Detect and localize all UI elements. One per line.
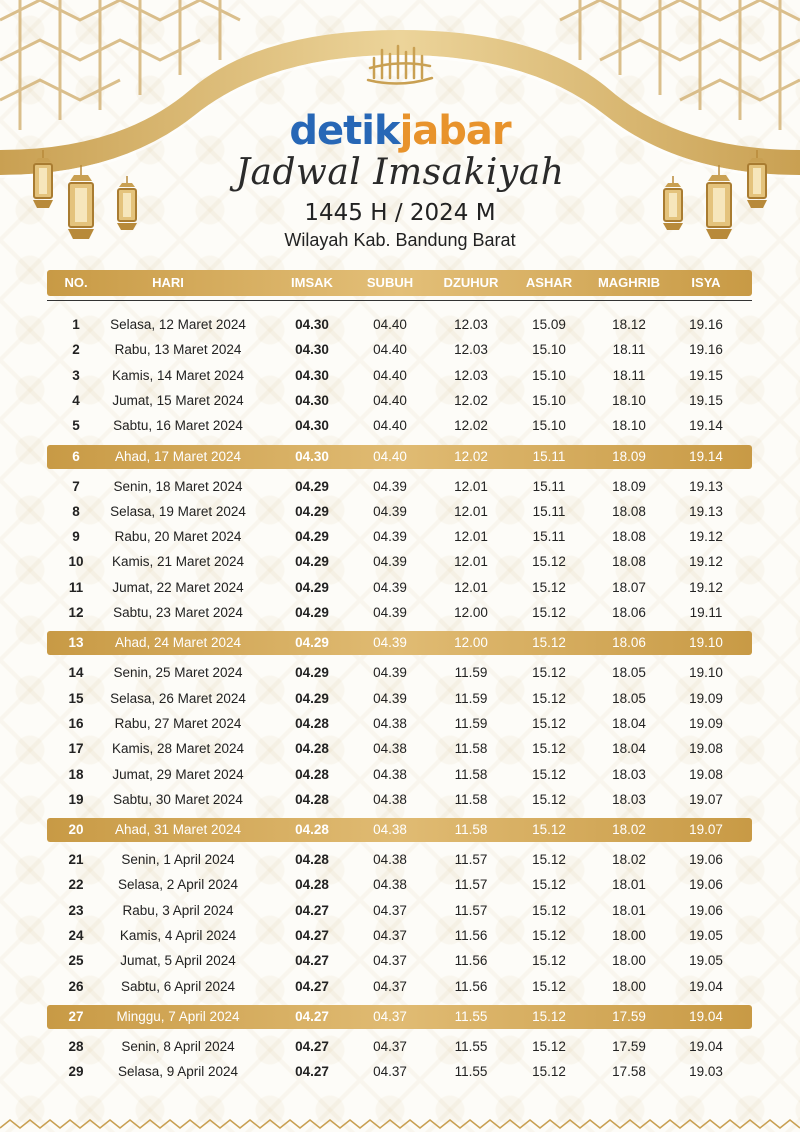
cell-hari: Jumat, 15 Maret 2024 bbox=[112, 392, 244, 408]
cell-subuh: 04.38 bbox=[373, 766, 407, 782]
cell-subuh: 04.40 bbox=[373, 448, 407, 464]
table-row bbox=[47, 949, 752, 973]
cell-ashar: 15.10 bbox=[532, 418, 566, 434]
cell-no: 6 bbox=[72, 448, 80, 464]
table-row bbox=[47, 763, 752, 787]
cell-isya: 19.13 bbox=[689, 503, 723, 519]
page-title: Jadwal Imsakiyah bbox=[235, 152, 565, 193]
cell-maghrib: 18.10 bbox=[612, 418, 646, 434]
year-subtitle: 1445 H / 2024 M bbox=[304, 200, 496, 226]
table-row bbox=[47, 848, 752, 872]
bismillah-calligraphy-icon bbox=[360, 40, 440, 90]
cell-dzuhur: 12.01 bbox=[454, 579, 488, 595]
cell-imsak: 04.28 bbox=[295, 766, 329, 782]
cell-hari: Selasa, 12 Maret 2024 bbox=[110, 317, 246, 332]
table-row bbox=[47, 525, 752, 549]
table-row bbox=[47, 975, 752, 999]
cell-dzuhur: 12.01 bbox=[454, 503, 488, 519]
cell-isya: 19.04 bbox=[689, 978, 723, 994]
cell-ashar: 15.12 bbox=[532, 928, 566, 943]
cell-maghrib: 17.58 bbox=[612, 1064, 646, 1080]
cell-isya: 19.07 bbox=[689, 791, 723, 807]
cell-no: 26 bbox=[68, 978, 84, 994]
cell-isya: 19.09 bbox=[689, 690, 723, 706]
cell-hari: Selasa, 26 Maret 2024 bbox=[110, 690, 246, 706]
cell-subuh: 04.38 bbox=[373, 822, 407, 838]
cell-subuh: 04.40 bbox=[373, 317, 407, 332]
cell-subuh: 04.38 bbox=[373, 852, 407, 868]
cell-subuh: 04.40 bbox=[373, 342, 407, 358]
cell-imsak: 04.30 bbox=[295, 367, 329, 383]
cell-isya: 19.16 bbox=[689, 342, 723, 358]
cell-ashar: 15.12 bbox=[532, 554, 566, 570]
cell-maghrib: 18.11 bbox=[612, 367, 646, 383]
logo-part-jabar: jabar bbox=[399, 108, 511, 154]
cell-dzuhur: 12.00 bbox=[454, 635, 488, 651]
cell-imsak: 04.28 bbox=[295, 822, 329, 838]
header-subuh: SUBUH bbox=[366, 275, 414, 290]
cell-isya: 19.14 bbox=[689, 448, 723, 464]
cell-ashar: 15.11 bbox=[532, 503, 566, 519]
cell-hari: Sabtu, 6 April 2024 bbox=[120, 978, 236, 994]
table-row bbox=[47, 899, 752, 923]
header-no: NO. bbox=[64, 275, 88, 290]
cell-maghrib: 18.08 bbox=[612, 503, 646, 519]
cell-maghrib: 18.06 bbox=[612, 635, 646, 651]
cell-imsak: 04.29 bbox=[295, 579, 329, 595]
table-row bbox=[47, 788, 752, 812]
cell-imsak: 04.27 bbox=[295, 978, 329, 994]
table-row bbox=[47, 1035, 752, 1059]
cell-hari: Jumat, 22 Maret 2024 bbox=[112, 579, 244, 595]
cell-no: 12 bbox=[68, 605, 84, 620]
cell-dzuhur: 12.02 bbox=[454, 392, 488, 408]
cell-isya: 19.11 bbox=[689, 605, 723, 620]
cell-dzuhur: 12.01 bbox=[454, 529, 488, 545]
cell-hari: Ahad, 24 Maret 2024 bbox=[114, 635, 242, 651]
cell-no: 29 bbox=[68, 1064, 84, 1080]
cell-imsak: 04.29 bbox=[295, 529, 329, 545]
cell-dzuhur: 12.01 bbox=[454, 554, 488, 570]
cell-imsak: 04.29 bbox=[295, 503, 329, 519]
cell-isya: 19.16 bbox=[689, 317, 723, 332]
cell-imsak: 04.29 bbox=[295, 690, 329, 706]
cell-maghrib: 18.00 bbox=[612, 978, 646, 994]
cell-subuh: 04.40 bbox=[373, 367, 407, 383]
cell-subuh: 04.37 bbox=[373, 953, 407, 969]
region-label: Wilayah Kab. Bandung Barat bbox=[284, 230, 516, 250]
table-row bbox=[47, 818, 752, 842]
cell-ashar: 15.10 bbox=[532, 367, 566, 383]
cell-imsak: 04.28 bbox=[295, 877, 329, 893]
cell-ashar: 15.12 bbox=[532, 635, 566, 651]
cell-ashar: 15.09 bbox=[532, 317, 566, 332]
cell-imsak: 04.27 bbox=[295, 1064, 329, 1080]
cell-dzuhur: 11.55 bbox=[454, 1064, 488, 1080]
cell-no: 21 bbox=[68, 852, 84, 868]
cell-hari: Senin, 18 Maret 2024 bbox=[113, 478, 243, 494]
header-imsak: IMSAK bbox=[291, 275, 333, 290]
header-dzuhur: DZUHUR bbox=[443, 275, 499, 290]
cell-hari: Jumat, 29 Maret 2024 bbox=[112, 766, 244, 782]
cell-isya: 19.12 bbox=[689, 529, 723, 545]
cell-ashar: 15.12 bbox=[532, 953, 566, 969]
cell-ashar: 15.12 bbox=[532, 1038, 566, 1054]
cell-dzuhur: 11.58 bbox=[454, 791, 488, 807]
cell-dzuhur: 12.03 bbox=[454, 317, 488, 332]
header-divider bbox=[47, 300, 752, 301]
cell-imsak: 04.29 bbox=[295, 635, 329, 651]
cell-dzuhur: 11.56 bbox=[454, 978, 488, 994]
cell-subuh: 04.38 bbox=[373, 791, 407, 807]
cell-isya: 19.13 bbox=[689, 478, 723, 494]
cell-subuh: 04.38 bbox=[373, 877, 407, 893]
table-row bbox=[47, 364, 752, 388]
cell-hari: Senin, 25 Maret 2024 bbox=[113, 665, 243, 681]
cell-subuh: 04.39 bbox=[373, 503, 407, 519]
cell-subuh: 04.39 bbox=[373, 690, 407, 706]
cell-subuh: 04.37 bbox=[373, 1064, 407, 1080]
cell-ashar: 15.12 bbox=[532, 791, 566, 807]
cell-maghrib: 18.07 bbox=[612, 579, 646, 595]
cell-dzuhur: 11.59 bbox=[454, 665, 488, 681]
cell-ashar: 15.12 bbox=[532, 877, 566, 893]
cell-subuh: 04.40 bbox=[373, 392, 407, 408]
cell-ashar: 15.12 bbox=[532, 766, 566, 782]
cell-maghrib: 18.04 bbox=[612, 715, 646, 731]
cell-ashar: 15.11 bbox=[532, 529, 566, 545]
cell-no: 13 bbox=[68, 635, 84, 651]
cell-imsak: 04.29 bbox=[295, 478, 329, 494]
cell-isya: 19.15 bbox=[689, 392, 723, 408]
header-maghrib: MAGHRIB bbox=[597, 275, 661, 290]
cell-hari: Kamis, 4 April 2024 bbox=[119, 928, 237, 943]
table-row bbox=[47, 687, 752, 711]
cell-no: 2 bbox=[72, 342, 80, 358]
table-row bbox=[47, 338, 752, 362]
cell-no: 1 bbox=[72, 317, 80, 332]
cell-maghrib: 18.02 bbox=[612, 822, 646, 838]
cell-isya: 19.06 bbox=[689, 902, 723, 918]
cell-dzuhur: 12.02 bbox=[454, 418, 488, 434]
cell-ashar: 15.12 bbox=[532, 1064, 566, 1080]
cell-isya: 19.06 bbox=[689, 852, 723, 868]
cell-no: 5 bbox=[72, 418, 80, 434]
cell-isya: 19.12 bbox=[689, 554, 723, 570]
cell-dzuhur: 12.03 bbox=[454, 367, 488, 383]
table-header bbox=[47, 270, 752, 296]
cell-no: 14 bbox=[68, 665, 84, 681]
cell-ashar: 15.12 bbox=[532, 690, 566, 706]
cell-imsak: 04.28 bbox=[295, 852, 329, 868]
table-row bbox=[47, 1060, 752, 1084]
cell-isya: 19.14 bbox=[689, 418, 723, 434]
cell-isya: 19.12 bbox=[689, 579, 723, 595]
table-row bbox=[47, 445, 752, 469]
cell-hari: Selasa, 9 April 2024 bbox=[117, 1064, 239, 1080]
cell-subuh: 04.39 bbox=[373, 478, 407, 494]
cell-hari: Rabu, 20 Maret 2024 bbox=[114, 529, 242, 545]
cell-ashar: 15.12 bbox=[532, 665, 566, 681]
cell-no: 18 bbox=[68, 766, 84, 782]
table-row bbox=[47, 737, 752, 761]
cell-dzuhur: 11.57 bbox=[454, 877, 488, 893]
cell-ashar: 15.12 bbox=[532, 1008, 566, 1024]
cell-hari: Minggu, 7 April 2024 bbox=[116, 1008, 240, 1024]
cell-ashar: 15.12 bbox=[532, 605, 566, 620]
cell-maghrib: 18.06 bbox=[612, 605, 646, 620]
table-row bbox=[47, 576, 752, 600]
cell-ashar: 15.12 bbox=[532, 579, 566, 595]
cell-hari: Kamis, 14 Maret 2024 bbox=[111, 367, 245, 383]
cell-hari: Kamis, 28 Maret 2024 bbox=[111, 741, 245, 757]
cell-dzuhur: 11.59 bbox=[454, 690, 488, 706]
cell-ashar: 15.10 bbox=[532, 392, 566, 408]
cell-hari: Kamis, 21 Maret 2024 bbox=[111, 554, 245, 570]
cell-imsak: 04.30 bbox=[295, 418, 329, 434]
cell-maghrib: 17.59 bbox=[612, 1008, 646, 1024]
cell-isya: 19.10 bbox=[689, 665, 723, 681]
cell-hari: Senin, 1 April 2024 bbox=[121, 852, 235, 868]
cell-dzuhur: 11.56 bbox=[454, 953, 488, 969]
cell-isya: 19.10 bbox=[689, 635, 723, 651]
cell-dzuhur: 11.59 bbox=[454, 715, 488, 731]
cell-no: 15 bbox=[68, 690, 84, 706]
cell-ashar: 15.12 bbox=[532, 902, 566, 918]
cell-dzuhur: 11.58 bbox=[454, 741, 488, 757]
cell-hari: Jumat, 5 April 2024 bbox=[120, 953, 236, 969]
header-hari: HARI bbox=[152, 275, 184, 290]
bottom-border-ornament bbox=[0, 1116, 800, 1132]
logo-part-detik: detik bbox=[289, 108, 400, 154]
cell-subuh: 04.39 bbox=[373, 554, 407, 570]
cell-imsak: 04.28 bbox=[295, 715, 329, 731]
cell-no: 22 bbox=[68, 877, 84, 893]
cell-imsak: 04.30 bbox=[295, 448, 329, 464]
cell-ashar: 15.11 bbox=[532, 448, 566, 464]
cell-no: 28 bbox=[68, 1038, 84, 1054]
cell-maghrib: 18.10 bbox=[612, 392, 646, 408]
cell-subuh: 04.40 bbox=[373, 418, 407, 434]
cell-maghrib: 18.08 bbox=[612, 529, 646, 545]
cell-no: 7 bbox=[72, 478, 80, 494]
cell-hari: Rabu, 27 Maret 2024 bbox=[114, 715, 242, 731]
cell-dzuhur: 11.57 bbox=[454, 852, 488, 868]
cell-subuh: 04.37 bbox=[373, 1038, 407, 1054]
cell-isya: 19.04 bbox=[689, 1008, 723, 1024]
cell-no: 25 bbox=[68, 953, 84, 969]
cell-isya: 19.09 bbox=[689, 715, 723, 731]
cell-subuh: 04.37 bbox=[373, 902, 407, 918]
cell-ashar: 15.12 bbox=[532, 715, 566, 731]
cell-hari: Sabtu, 16 Maret 2024 bbox=[113, 418, 243, 434]
table-row bbox=[47, 313, 752, 337]
cell-imsak: 04.29 bbox=[295, 605, 329, 620]
cell-dzuhur: 12.03 bbox=[454, 342, 488, 358]
cell-hari: Ahad, 17 Maret 2024 bbox=[114, 448, 242, 464]
cell-imsak: 04.27 bbox=[295, 928, 329, 943]
cell-no: 3 bbox=[72, 367, 80, 383]
cell-no: 23 bbox=[68, 902, 84, 918]
cell-ashar: 15.12 bbox=[532, 852, 566, 868]
cell-isya: 19.08 bbox=[689, 766, 723, 782]
cell-subuh: 04.38 bbox=[373, 715, 407, 731]
cell-isya: 19.03 bbox=[689, 1064, 723, 1080]
cell-no: 20 bbox=[68, 822, 84, 838]
cell-ashar: 15.12 bbox=[532, 741, 566, 757]
detikjabar-logo bbox=[0, 108, 800, 154]
cell-no: 11 bbox=[68, 579, 84, 595]
header-isya: ISYA bbox=[691, 275, 721, 290]
cell-maghrib: 18.11 bbox=[612, 342, 646, 358]
cell-isya: 19.15 bbox=[689, 367, 723, 383]
table-row bbox=[47, 389, 752, 413]
cell-isya: 19.07 bbox=[689, 822, 723, 838]
cell-hari: Selasa, 19 Maret 2024 bbox=[110, 503, 246, 519]
cell-imsak: 04.27 bbox=[295, 1038, 329, 1054]
cell-imsak: 04.30 bbox=[295, 317, 329, 332]
cell-hari: Rabu, 13 Maret 2024 bbox=[114, 342, 242, 358]
cell-maghrib: 18.03 bbox=[612, 791, 646, 807]
cell-maghrib: 18.04 bbox=[612, 741, 646, 757]
table-row bbox=[47, 873, 752, 897]
cell-hari: Ahad, 31 Maret 2024 bbox=[114, 822, 242, 838]
cell-imsak: 04.30 bbox=[295, 342, 329, 358]
cell-maghrib: 17.59 bbox=[612, 1038, 646, 1054]
cell-imsak: 04.28 bbox=[295, 791, 329, 807]
cell-dzuhur: 11.55 bbox=[454, 1038, 488, 1054]
cell-hari: Selasa, 2 April 2024 bbox=[117, 877, 239, 893]
header-ashar: ASHAR bbox=[525, 275, 573, 290]
cell-dzuhur: 12.02 bbox=[454, 448, 488, 464]
cell-ashar: 15.12 bbox=[532, 822, 566, 838]
cell-maghrib: 18.01 bbox=[612, 902, 646, 918]
cell-maghrib: 18.08 bbox=[612, 554, 646, 570]
cell-maghrib: 18.00 bbox=[612, 953, 646, 969]
cell-hari: Rabu, 3 April 2024 bbox=[122, 902, 234, 918]
cell-maghrib: 18.01 bbox=[612, 877, 646, 893]
cell-hari: Sabtu, 30 Maret 2024 bbox=[113, 791, 243, 807]
cell-imsak: 04.30 bbox=[295, 392, 329, 408]
cell-maghrib: 18.05 bbox=[612, 665, 646, 681]
cell-maghrib: 18.05 bbox=[612, 690, 646, 706]
cell-imsak: 04.29 bbox=[295, 665, 329, 681]
cell-maghrib: 18.03 bbox=[612, 766, 646, 782]
cell-no: 16 bbox=[68, 715, 84, 731]
cell-no: 10 bbox=[68, 554, 84, 570]
cell-no: 27 bbox=[68, 1008, 84, 1024]
cell-dzuhur: 11.55 bbox=[454, 1008, 488, 1024]
table-row bbox=[47, 712, 752, 736]
cell-imsak: 04.29 bbox=[295, 554, 329, 570]
table-row bbox=[47, 924, 752, 948]
cell-maghrib: 18.09 bbox=[612, 448, 646, 464]
cell-subuh: 04.39 bbox=[373, 529, 407, 545]
cell-hari: Senin, 8 April 2024 bbox=[121, 1038, 235, 1054]
cell-ashar: 15.12 bbox=[532, 978, 566, 994]
cell-subuh: 04.37 bbox=[373, 1008, 407, 1024]
cell-subuh: 04.37 bbox=[373, 978, 407, 994]
table-row bbox=[47, 601, 752, 625]
cell-no: 4 bbox=[72, 392, 80, 408]
cell-isya: 19.04 bbox=[689, 1038, 723, 1054]
cell-subuh: 04.39 bbox=[373, 635, 407, 651]
table-row bbox=[47, 550, 752, 574]
cell-maghrib: 18.02 bbox=[612, 852, 646, 868]
cell-subuh: 04.39 bbox=[373, 579, 407, 595]
table-row bbox=[47, 500, 752, 524]
cell-imsak: 04.27 bbox=[295, 953, 329, 969]
cell-ashar: 15.11 bbox=[532, 478, 566, 494]
table-row bbox=[47, 1005, 752, 1029]
cell-subuh: 04.37 bbox=[373, 928, 407, 943]
cell-no: 8 bbox=[72, 503, 80, 519]
cell-dzuhur: 11.56 bbox=[454, 928, 488, 943]
cell-ashar: 15.10 bbox=[532, 342, 566, 358]
cell-subuh: 04.39 bbox=[373, 605, 407, 620]
cell-no: 24 bbox=[68, 928, 84, 943]
cell-no: 9 bbox=[72, 529, 80, 545]
cell-subuh: 04.39 bbox=[373, 665, 407, 681]
table-row bbox=[47, 631, 752, 655]
cell-isya: 19.08 bbox=[689, 741, 723, 757]
table-row bbox=[47, 661, 752, 685]
cell-hari: Sabtu, 23 Maret 2024 bbox=[113, 605, 243, 620]
cell-isya: 19.06 bbox=[689, 877, 723, 893]
cell-maghrib: 18.09 bbox=[612, 478, 646, 494]
cell-dzuhur: 11.58 bbox=[454, 822, 488, 838]
cell-imsak: 04.27 bbox=[295, 902, 329, 918]
cell-maghrib: 18.00 bbox=[612, 928, 646, 943]
table-row bbox=[47, 414, 752, 438]
cell-maghrib: 18.12 bbox=[612, 317, 646, 332]
cell-imsak: 04.28 bbox=[295, 741, 329, 757]
cell-isya: 19.05 bbox=[689, 953, 723, 969]
cell-dzuhur: 12.01 bbox=[454, 478, 488, 494]
cell-dzuhur: 12.00 bbox=[454, 605, 488, 620]
cell-isya: 19.05 bbox=[689, 928, 723, 943]
cell-imsak: 04.27 bbox=[295, 1008, 329, 1024]
cell-dzuhur: 11.58 bbox=[454, 766, 488, 782]
cell-dzuhur: 11.57 bbox=[454, 902, 488, 918]
table-row bbox=[47, 475, 752, 499]
cell-no: 17 bbox=[68, 741, 84, 757]
cell-subuh: 04.38 bbox=[373, 741, 407, 757]
cell-no: 19 bbox=[68, 791, 84, 807]
